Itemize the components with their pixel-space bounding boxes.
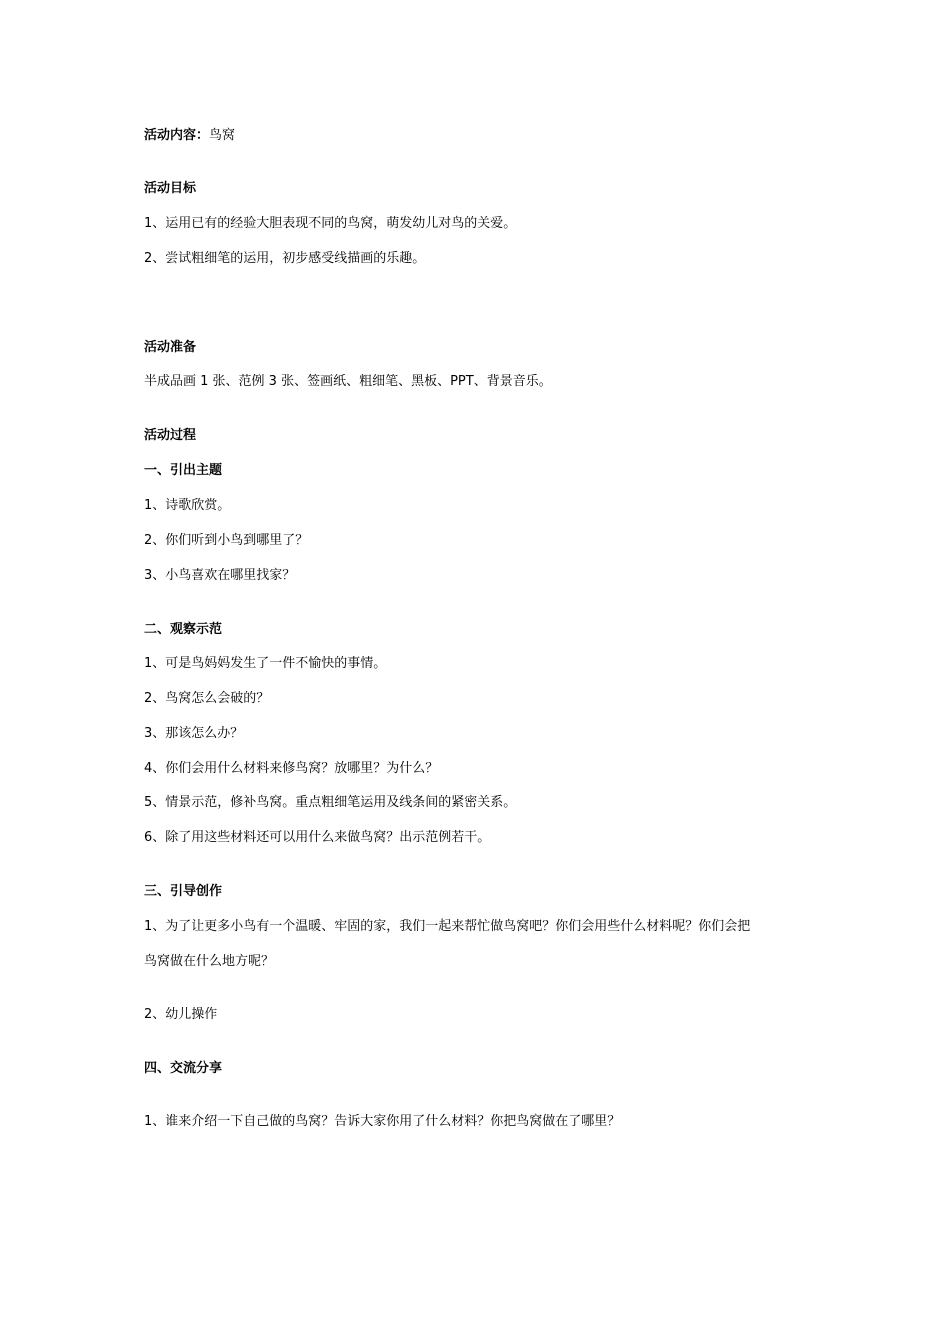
process-item: 1、诗歌欣赏。 [144, 498, 231, 513]
process-item: 2、鸟窝怎么会破的？ [144, 691, 270, 706]
activity-content-value: 鸟窝 [209, 128, 236, 143]
section-title: 三、引导创作 [144, 884, 223, 899]
goal-item: 1、运用已有的经验大胆表现不同的鸟窝，萌发幼儿对鸟的关爱。 [144, 216, 517, 231]
activity-content-line [144, 128, 235, 144]
process-item: 3、小鸟喜欢在哪里找家？ [144, 568, 296, 583]
process-item: 6、除了用这些材料还可以用什么来做鸟窝？出示范例若干。 [144, 830, 491, 845]
process-item: 5、情景示范，修补鸟窝。重点粗细笔运用及线条间的紧密关系。 [144, 795, 517, 810]
process-item: 1、为了让更多小鸟有一个温暖、牢固的家，我们一起来帮忙做鸟窝吧？你们会用些什么材料呢？你们会把 [144, 919, 751, 934]
process-heading: 活动过程 [144, 428, 197, 443]
section-title: 一、引出主题 [144, 463, 223, 478]
process-item: 2、幼儿操作 [144, 1007, 218, 1022]
process-item: 1、可是鸟妈妈发生了一件不愉快的事情。 [144, 656, 387, 671]
process-item: 3、那该怎么办？ [144, 726, 244, 741]
process-item-continued: 鸟窝做在什么地方呢？ [144, 954, 275, 969]
activity-content-label: 活动内容： [144, 128, 210, 143]
goals-heading: 活动目标 [144, 181, 197, 196]
section-title: 四、交流分享 [144, 1061, 223, 1076]
prep-text: 半成品画 1 张、范例 3 张、签画纸、粗细笔、黑板、PPT、背景音乐。 [144, 374, 552, 389]
process-item: 2、你们听到小鸟到哪里了？ [144, 533, 309, 548]
prep-heading: 活动准备 [144, 340, 197, 355]
process-item: 4、你们会用什么材料来修鸟窝？放哪里？为什么？ [144, 761, 439, 776]
goal-item: 2、尝试粗细笔的运用，初步感受线描画的乐趣。 [144, 251, 426, 266]
section-title: 二、观察示范 [144, 622, 223, 637]
process-item: 1、谁来介绍一下自己做的鸟窝？告诉大家你用了什么材料？你把鸟窝做在了哪里？ [144, 1114, 621, 1129]
